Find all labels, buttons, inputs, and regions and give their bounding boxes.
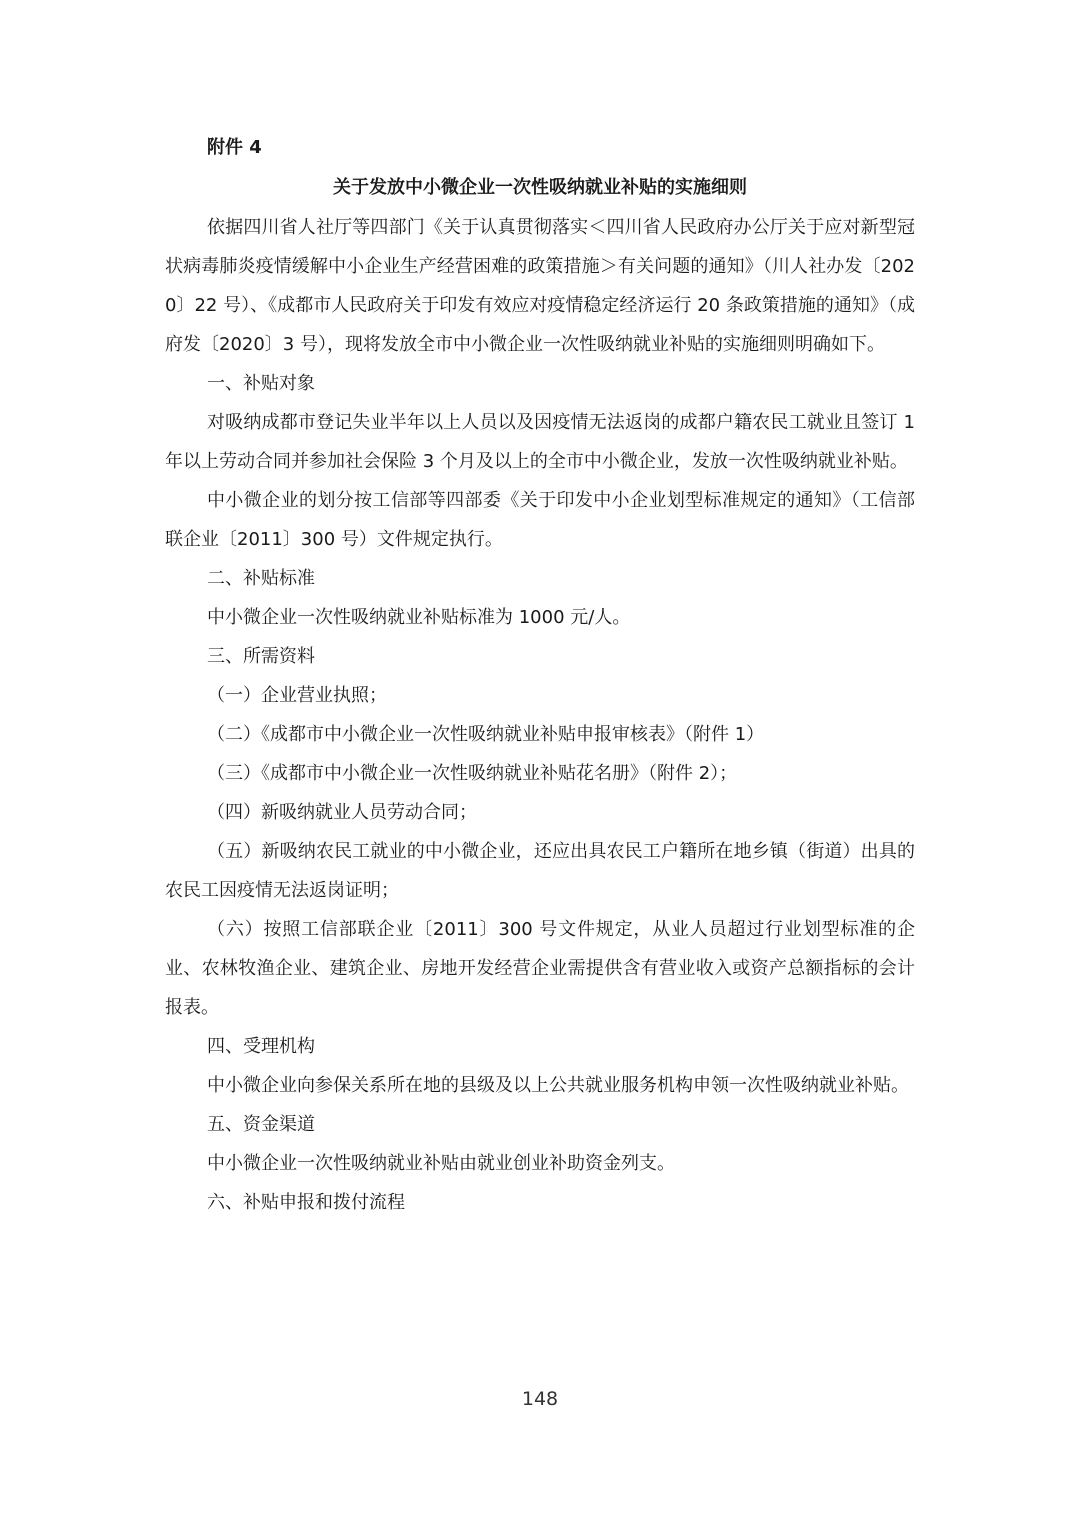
attachment-label: 附件 4 <box>207 137 262 158</box>
section-heading-application-process: 六、补贴申报和拨付流程 <box>207 1192 405 1213</box>
section-heading-subsidy-standard: 二、补贴标准 <box>207 568 315 589</box>
list-item-material-3: （三）《成都市中小微企业一次性吸纳就业补贴花名册》（附件 2）； <box>207 763 738 784</box>
paragraph-subsidy-target: 对吸纳成都市登记失业半年以上人员以及因疫情无法返岗的成都户籍农民工就业且签订 1 年以上劳动合同并参加社会保险 3 个月及以上的全市中小微企业，发放一次性吸纳就业补贴。 <box>165 412 915 472</box>
list-item-material-4: （四）新吸纳就业人员劳动合同； <box>207 802 477 823</box>
paragraph-accepting-agency: 中小微企业向参保关系所在地的县级及以上公共就业服务机构申领一次性吸纳就业补贴。 <box>207 1075 909 1096</box>
list-item-material-1: （一）企业营业执照； <box>207 685 387 706</box>
section-heading-accepting-agency: 四、受理机构 <box>207 1036 315 1057</box>
paragraph-funding-channel: 中小微企业一次性吸纳就业补贴由就业创业补助资金列支。 <box>207 1153 675 1174</box>
list-item-material-2: （二）《成都市中小微企业一次性吸纳就业补贴申报审核表》（附件 1） <box>207 724 765 745</box>
list-item-material-6: （六）按照工信部联企业〔2011〕300 号文件规定，从业人员超过行业划型标准的企业、农林牧渔企业、建筑企业、房地开发经营企业需提供含有营业收入或资产总额指标的会计报表。 <box>165 919 915 1018</box>
section-heading-required-materials: 三、所需资料 <box>207 646 315 667</box>
list-item-material-5: （五）新吸纳农民工就业的中小微企业，还应出具农民工户籍所在地乡镇（街道）出具的农民工因疫情无法返岗证明； <box>165 841 915 901</box>
paragraph-subsidy-standard: 中小微企业一次性吸纳就业补贴标准为 1000 元/人。 <box>207 607 631 628</box>
document-body <box>165 127 915 1222</box>
section-heading-subsidy-target: 一、补贴对象 <box>207 373 315 394</box>
section-heading-funding-channel: 五、资金渠道 <box>207 1114 315 1135</box>
document-title: 关于发放中小微企业一次性吸纳就业补贴的实施细则 <box>333 177 747 198</box>
page-number: 148 <box>521 1388 559 1410</box>
paragraph-enterprise-classification: 中小微企业的划分按工信部等四部委《关于印发中小企业划型标准规定的通知》（工信部联企业〔2011〕300 号）文件规定执行。 <box>165 490 915 550</box>
intro-paragraph: 依据四川省人社厅等四部门《关于认真贯彻落实＜四川省人民政府办公厅关于应对新型冠状病毒肺炎疫情缓解中小企业生产经营困难的政策措施＞有关问题的通知》（川人社办发〔2020〕22 号）、《成都市人民政府关于印发有效应对疫情稳定经济运行 20 条政策措施的通知》（成府发〔2020〕3 号），现将发放全市中小微企业一次性吸纳就业补贴的实施细则明确如下。 <box>165 217 915 355</box>
